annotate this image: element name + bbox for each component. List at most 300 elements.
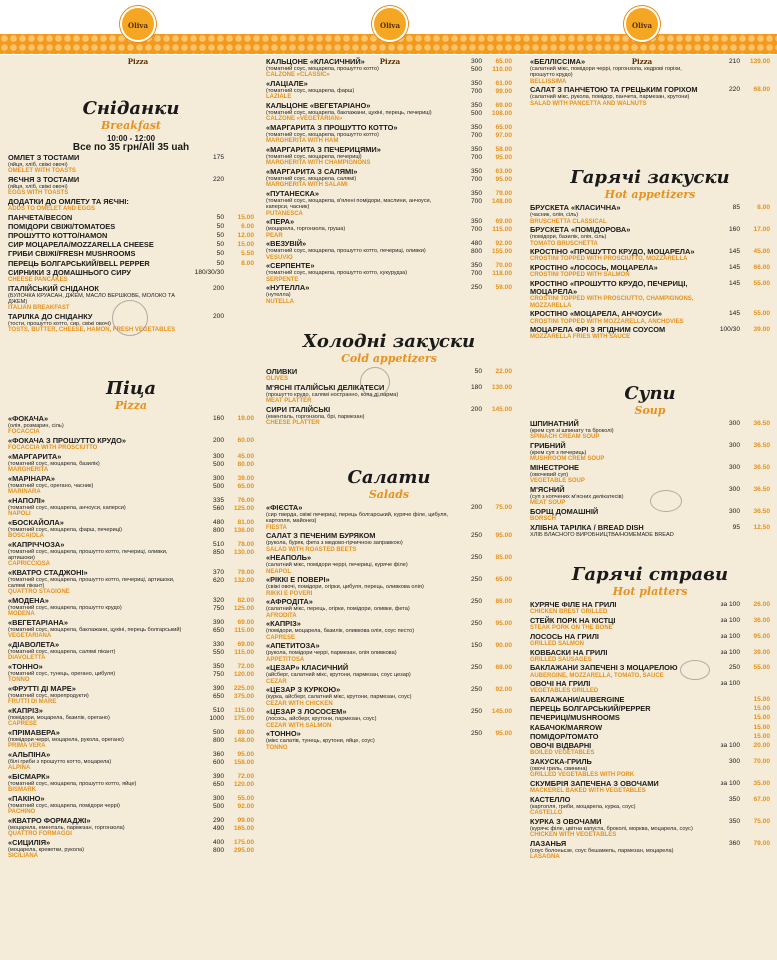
item-price: 15.00 — [753, 714, 770, 722]
item-price: 55.00 — [753, 664, 770, 672]
item-weight: 350 700 — [470, 146, 482, 162]
item-name: КАСТЕЛЛО — [530, 794, 571, 804]
item-name: «АЛЬПІНА» — [8, 750, 51, 760]
item-weight: 50 — [216, 250, 224, 258]
item-description: (овочі гриль, свинина) — [530, 765, 588, 772]
item-weight: 160 — [728, 226, 740, 234]
item-weight: 50 — [216, 213, 224, 221]
item-description: (сир тверда, свіжі печериці, перець болгарський, куряче філе, цибуля, картопля, майонез) — [266, 512, 449, 525]
item-price: 67.00 — [753, 795, 770, 803]
item-english: ALPINA — [8, 765, 31, 772]
logo-center — [372, 6, 408, 66]
item-description: (прошутто крудо, салямі ностранно, копа ді парма) — [266, 392, 399, 399]
item-english: MODENA — [8, 611, 35, 618]
item-description: (салатний мікс, помідори черрі, печериці, куряче філе) — [266, 562, 408, 569]
item-description: (томатний соус, моцарела, прошутто котто, печериці, оливки, артишоки) — [8, 548, 168, 562]
menu-item — [530, 204, 770, 225]
item-weight: 95 — [732, 523, 740, 531]
item-name: «СЕРПЕНТЕ» — [266, 261, 315, 271]
item-weight: 300 — [728, 441, 740, 449]
item-english: SICILIANA — [8, 853, 38, 860]
item-name: «СИЦИЛІЯ» — [8, 838, 51, 848]
item-description: (ементаль, горгонзола, брі, пармезан) — [266, 414, 365, 421]
menu-item — [530, 601, 770, 616]
item-name: ПОМІДОР/TOMATO — [530, 731, 599, 741]
item-description: (свіжі овочі, помідори, огірки, цибуля, перець, оливкова олія) — [266, 584, 424, 591]
item-english: BRUSCHETTA CLASSICAL — [530, 218, 607, 225]
item-name: М'ЯСНІ ІТАЛІЙСЬКІ ДЕЛІКАТЕСИ — [266, 383, 385, 392]
item-price: 55.00 — [753, 310, 770, 318]
item-description: (курячє філе, цвітна капуста, броколі, морква, моцарела, соус) — [530, 825, 693, 832]
item-english: NAPOLI — [8, 511, 31, 518]
item-english: CEZAR — [266, 678, 287, 685]
item-description: (моцарела, креветки, рукола) — [8, 847, 84, 854]
item-weight: 370 620 — [212, 568, 224, 585]
item-name: ПАНЧЕТА/BECON — [8, 212, 73, 222]
item-name: БОРЩ ДОМАШНІЙ — [530, 506, 599, 516]
item-price: 60.00 — [237, 436, 254, 444]
item-english: TONNO — [8, 677, 30, 684]
item-english: AUBERGINE, MOZZARELLA, TOMATO, SAUCE — [530, 672, 664, 679]
item-price: 65.00 — [495, 576, 512, 584]
item-english: SALAD WITH ROASTED BEETS — [266, 546, 357, 553]
item-price: 72.00 120.00 — [233, 773, 254, 789]
item-name: ОЛИВКИ — [266, 367, 298, 377]
item-price: 68.00 — [753, 86, 770, 94]
item-english: OMELET WITH TOASTS — [8, 168, 76, 175]
item-english: CHEESE PLATTER — [266, 420, 320, 427]
item-english: TOMATO BRUSCHETTA — [530, 240, 598, 247]
item-description: (моцарела, ементаль, пармезан, горгонзола) — [8, 825, 125, 832]
item-name: «НЕАПОЛЬ» — [266, 553, 312, 563]
item-english: MARINARA — [8, 489, 41, 496]
item-name: БАКЛАЖАНИ/AUBERGINE — [530, 694, 625, 704]
menu-item — [8, 176, 254, 197]
item-description: (білі гриби з прошутто котто, моцарела) — [8, 759, 112, 766]
menu-item — [8, 685, 254, 706]
item-name: «ПЕРА» — [266, 217, 295, 227]
item-price: 79.00 148.00 — [491, 190, 512, 206]
item-description: ХЛІБ ВЛАСНОГО ВИРОБНИЦТВА/HOMEMADE BREAD — [530, 531, 674, 538]
item-weight: 200 — [212, 312, 224, 320]
item-name: КУРКА З ОВОЧАМИ — [530, 816, 602, 826]
pizza-subtitle: Pizza — [114, 398, 148, 412]
item-weight: 300 500 — [212, 452, 224, 468]
item-price: 81.00 136.00 — [233, 518, 254, 534]
item-price: 95.00 — [753, 632, 770, 640]
item-price: 36.50 — [753, 507, 770, 515]
item-weight: 300 500 — [212, 795, 224, 811]
item-name: САЛАТ З ПЕЧЕНИМ БУРЯКОМ — [266, 531, 376, 541]
item-description: (томатний соус, моцарела, прошутто котто, печериці, оливки) — [266, 248, 426, 255]
item-weight: 145 — [728, 310, 740, 318]
menu-item — [266, 124, 512, 145]
item-english: NUTELLA — [266, 298, 294, 305]
item-english: CAPRESE — [8, 721, 38, 728]
item-english: BOILED VEGETABLES — [530, 750, 595, 757]
menu-item — [8, 260, 254, 268]
item-name: ПРОШУТТО КОТТО/HAMON — [8, 231, 108, 241]
hot-app-list — [530, 204, 770, 341]
calzone-list — [266, 58, 512, 305]
item-name: «БІСМАРК» — [8, 772, 50, 782]
item-name: КРОСТІНО «МОЦАРЕЛА, АНЧОУСИ» — [530, 309, 662, 319]
item-weight: 200 — [212, 284, 224, 292]
item-name: ПЕРЕЦЬ БОЛГАРСЬКИЙ/BELL PEPPER — [8, 258, 150, 268]
item-description: (томатний соус, моцарела, прошутто крудо) — [8, 605, 122, 612]
item-price: 225.00 375.00 — [233, 685, 254, 701]
menu-item — [8, 250, 254, 258]
item-weight: за 100 — [720, 632, 740, 640]
item-name: ОВОЧІ НА ГРИЛІ — [530, 679, 591, 689]
item-weight: 510 850 — [212, 540, 224, 556]
item-price: 66.00 — [753, 264, 770, 271]
menu-item — [530, 617, 770, 632]
menu-item — [530, 442, 770, 463]
menu-item — [530, 733, 770, 741]
menu-item — [8, 214, 254, 222]
item-english: CROSTINI TOPPED WITH PROSCIUTTO, CHAMPIGNONS, MOZZARELLA — [530, 296, 694, 309]
menu-item — [266, 80, 512, 101]
menu-item — [8, 773, 254, 794]
item-name: КАЛЬЦОНЕ «КЛАСИЧНИЙ» — [266, 57, 365, 66]
menu-item — [8, 729, 254, 750]
item-english: MARGHERITA WITH SALAMI — [266, 182, 348, 189]
item-weight: 390 650 — [212, 619, 224, 635]
item-price: 20.00 — [753, 741, 770, 749]
column-1 — [8, 58, 254, 861]
item-english: CALZONE «CLASSIC» — [266, 72, 330, 79]
menu-item — [530, 714, 770, 722]
item-weight: 250 — [470, 730, 482, 738]
item-english: CROSTINI TOPPED WITH MOZZARELLA, ANCHOVIES — [530, 318, 684, 325]
item-weight: 175 — [212, 153, 224, 161]
menu-item — [530, 58, 770, 85]
item-weight: за 100 — [720, 680, 740, 688]
item-price: 45.00 — [753, 248, 770, 256]
menu-item — [8, 437, 254, 452]
menu-item — [530, 724, 770, 732]
item-weight: за 100 — [720, 779, 740, 787]
item-english: STEAK PORK ON THE BONE — [530, 625, 613, 632]
logo-text: Oliva Pizza — [631, 21, 653, 66]
hot-subtitle: Hot platters — [612, 585, 688, 599]
item-weight: 290 490 — [212, 817, 224, 833]
item-weight: за 100 — [720, 616, 740, 624]
item-name: «ПАКІНО» — [8, 794, 45, 804]
menu-item — [530, 796, 770, 817]
item-name: «БОСКАЙОЛА» — [8, 517, 64, 527]
item-name: «МАРГАРИТА З САЛЯМІ» — [266, 167, 358, 176]
item-name: СКУМБРІЯ ЗАПЕЧЕНА З ОВОЧАМИ — [530, 778, 659, 788]
item-price: 82.00 125.00 — [233, 597, 254, 613]
breakfast-subtitle: Breakfast — [101, 119, 161, 132]
item-name: БРУСКЕТА «КЛАСИЧНА» — [530, 203, 621, 213]
item-description: (салатний мікс, помідори черрі, горгонзола, кедрові горіхи, прошутто крудо) — [530, 66, 682, 79]
item-name: КАЛЬЦОНЕ «ВЕГЕТАРІАНО» — [266, 101, 371, 110]
item-weight: 300 — [728, 507, 740, 515]
item-english: MEAT PLATTER — [266, 398, 312, 405]
soup-subtitle: Soup — [634, 403, 666, 417]
item-weight: 250 — [470, 532, 482, 540]
menu-item — [530, 705, 770, 713]
item-price: 61.00 99.00 — [495, 80, 512, 96]
item-weight: 160 — [212, 414, 224, 422]
item-english: MEAT SOUP — [530, 500, 566, 507]
salads-title: Салати — [347, 467, 431, 488]
item-english: SALAD WITH PANCETTA AND WALNUTS — [530, 100, 647, 107]
item-price: 92.00 — [495, 686, 512, 694]
item-weight: за 100 — [720, 648, 740, 656]
item-name: ОМЛЕТ З ТОСТАМИ — [8, 152, 80, 162]
item-description: (рукола, буряк, фета з медово-гірчичною заправкою) — [266, 540, 403, 547]
item-price: 15.00 — [237, 213, 254, 221]
item-english: CAPRICCIOSA — [8, 561, 51, 568]
item-english: BELLISSIMA — [530, 78, 567, 85]
item-description: (томатний соус, моцарела, прошутто котто) — [266, 66, 379, 73]
item-name: «БЕЛЛІССІМА» — [530, 57, 586, 66]
menu-item — [530, 758, 770, 779]
menu-item — [8, 453, 254, 474]
item-english: CEZAR WITH CHICKEN — [266, 700, 333, 707]
column-2 — [266, 58, 512, 752]
menu-item — [8, 641, 254, 662]
item-name: ЛАЗАНЬЯ — [530, 838, 567, 848]
item-price: 39.00 — [753, 648, 770, 656]
item-name: «КАПРІЗ» — [8, 706, 43, 716]
item-weight: 300 500 — [212, 474, 224, 490]
menu-item — [8, 795, 254, 816]
salads-cont-list — [530, 58, 770, 107]
item-name: «КВАТРО ФОРМАДЖІ» — [8, 816, 91, 826]
item-name: «ТОННО» — [266, 729, 301, 739]
item-name: ПЕРЕЦЬ БОЛГАРСЬКИЙ/PEPPER — [530, 704, 651, 714]
menu-item — [8, 497, 254, 518]
item-english: QUATTRO FORMAGGI — [8, 831, 72, 838]
item-price: 36.50 — [753, 463, 770, 471]
item-description: (суп з копчених м'ясних делікатесів) — [530, 494, 624, 501]
item-name: ОВОЧІ ВІДВАРНІ — [530, 740, 592, 750]
item-description: (томатний соус, моцарела, прошутто котто) — [266, 132, 379, 139]
item-weight: 390 650 — [212, 773, 224, 789]
menu-item — [266, 686, 512, 707]
item-price: 145.00 — [491, 708, 512, 716]
item-english: MARGHERITA WITH HAM — [266, 138, 339, 145]
item-name: КУРЯЧЕ ФІЛЕ НА ГРИЛІ — [530, 600, 617, 610]
hot-title: Гарячі страви — [571, 564, 729, 586]
menu-item — [266, 532, 512, 553]
item-description: (яйця, хліб, свіжі овочі) — [8, 162, 68, 169]
item-name: ДОДАТКИ ДО ОМЛЕТУ ТА ЯЄЧНІ: — [8, 196, 129, 206]
item-english: FRUTTI DI MARE — [8, 699, 57, 706]
item-price: 89.00 148.00 — [233, 729, 254, 745]
menu-item — [530, 633, 770, 648]
item-description: (томатний соус, моцарела, салямі пікант) — [8, 649, 116, 656]
item-description: (часник, олія, сіль) — [530, 212, 579, 219]
menu-item — [530, 780, 770, 795]
menu-item — [8, 663, 254, 684]
menu-item — [530, 280, 770, 310]
item-price: 115.00 175.00 — [233, 707, 254, 723]
item-name: ШПИНАТНИЙ — [530, 418, 579, 428]
item-name: «МАРГАРИТА З ПЕЧЕРИЦЯМИ» — [266, 145, 381, 154]
menu-item — [266, 190, 512, 217]
menu-item — [266, 168, 512, 189]
item-description: (рукола, помідори черрі, пармезан, олія оливкова) — [266, 650, 397, 657]
menu-item — [266, 576, 512, 597]
item-name: КАБАЧОК/MARROW — [530, 722, 603, 732]
item-name: ПЕЧЕРИЦІ/MUSHROOMS — [530, 713, 620, 723]
item-weight: 250 — [470, 708, 482, 716]
item-weight: 350 700 — [470, 262, 482, 278]
item-description: (томатний соус, моцарела, базилік) — [8, 460, 100, 467]
item-name: БАКЛАЖАНИ ЗАПЕЧЕНІ З МОЦАРЕЛОЮ — [530, 663, 678, 673]
item-name: КРОСТІНО «ПРОШУТТО КРУДО, МОЦАРЕЛА» — [530, 247, 695, 257]
menu-item — [530, 264, 770, 279]
menu-item — [266, 730, 512, 751]
item-weight: 320 750 — [212, 597, 224, 613]
menu-item — [266, 598, 512, 619]
item-price: 55.00 — [753, 279, 770, 287]
item-weight: 330 550 — [212, 641, 224, 657]
item-name: «ЦЕЗАР» КЛАСИЧНИЙ — [266, 663, 349, 673]
item-price: 6.00 — [241, 222, 254, 230]
item-name: ГРИБНИЙ — [530, 440, 566, 450]
item-description: (салатний мікс, рукола, помідор, панчета, пармезан, крутони) — [530, 94, 690, 101]
item-price: 65.00 97.00 — [495, 124, 512, 140]
salads-subtitle: Salads — [368, 488, 410, 501]
item-description: (томатний соус, моцарела, салямі) — [266, 176, 357, 183]
item-description: (курка, айсберг, салатний мікс, крутони, пармезан, соус) — [266, 694, 412, 701]
item-english: VEGETABLES GRILLED — [530, 688, 599, 695]
item-weight: 480 800 — [470, 240, 482, 256]
item-price: 36.50 — [753, 419, 770, 427]
item-name: «ЦЕЗАР З КУРКОЮ» — [266, 685, 341, 695]
breakfast-price-line: Все по 35 грн/All 35 uah — [72, 142, 190, 154]
menu-item — [530, 649, 770, 664]
menu-item — [8, 541, 254, 568]
soup-list — [530, 420, 770, 538]
item-english: PUTANESCA — [266, 210, 303, 217]
item-description: (овочевий суп) — [530, 472, 569, 479]
item-price: 75.00 — [495, 504, 512, 511]
item-english: RIKKI E POVERI — [266, 590, 313, 597]
item-name: ХЛІБНА ТАРІЛКА / BREAD DISH — [530, 522, 644, 532]
item-description: (томатний соус, моцарела, фарш) — [266, 88, 355, 95]
item-description: (БУЛОЧКА КРУАСАН, ДЖЕМ, МАСЛО ВЕРШКОВЕ, МОЛОКО ТА ДЖЕМ) — [8, 292, 176, 306]
item-description: (олія, розмарин, сіль) — [8, 423, 64, 430]
hot-app-title: Гарячі закуски — [570, 167, 730, 189]
item-english: GRILLED VEGETABLES WITH PORK — [530, 772, 635, 779]
item-english: CROSTINI TOPPED WITH SALMON — [530, 272, 630, 279]
item-english: DIAVOLETTA — [8, 655, 46, 662]
item-price: 15.00 — [753, 705, 770, 713]
menu-item — [8, 839, 254, 860]
column-3 — [530, 58, 770, 862]
menu-item — [266, 284, 512, 305]
item-weight: 50 — [474, 368, 482, 376]
item-english: OLIVES — [266, 376, 289, 383]
item-english: FOCACCIA — [8, 429, 40, 436]
item-english: CEZAR WITH SALMON — [266, 722, 332, 729]
menu-item — [530, 310, 770, 325]
menu-item — [530, 508, 770, 523]
item-weight: 350 700 — [470, 124, 482, 140]
item-english: LASAGNA — [530, 853, 560, 860]
item-name: КРОСТІНО «ЛОСОСЬ, МОЦАРЕЛА» — [530, 263, 658, 272]
item-weight: 145 — [728, 279, 740, 287]
logo-left — [120, 6, 156, 66]
item-name: ПОМІДОРИ СВІЖІ/TOMATOES — [8, 221, 116, 231]
menu-item — [8, 619, 254, 640]
item-english: EGGS WITH TOASTS — [8, 190, 69, 197]
item-price: 175.00 295.00 — [233, 839, 254, 855]
logo-right — [624, 6, 660, 66]
logo-text: Oliva Pizza — [127, 21, 149, 66]
item-description: (мікс салатів, тунець, крутони, яйце, соус) — [266, 738, 375, 745]
item-description: (айсберг, салатний мікс, крутони, пармезан, соус цезар) — [266, 672, 411, 679]
menu-item — [266, 642, 512, 663]
item-price: 69.00 108.00 — [491, 102, 512, 118]
menu-item — [266, 664, 512, 685]
item-name: «НУТЕЛЛА» — [266, 283, 310, 293]
item-name: «МОДЕНА» — [8, 596, 49, 606]
item-english: PACHINO — [8, 809, 36, 816]
item-english: CHEESE PANCAKES — [8, 277, 68, 284]
item-weight: 250 — [470, 554, 482, 562]
item-name: «КАПРІЧЧОЗА» — [8, 539, 65, 549]
menu-item — [8, 597, 254, 618]
item-name: «ФІЄСТА» — [266, 503, 303, 512]
item-english: VEGETARIANA — [8, 633, 52, 640]
item-weight: 250 — [470, 686, 482, 694]
item-weight: 350 500 — [470, 102, 482, 118]
item-price: 12.00 — [237, 232, 254, 240]
item-weight: 50 — [216, 241, 224, 249]
item-english: SPINACH CREAM SOUP — [530, 434, 600, 441]
item-price: 139.00 — [749, 58, 770, 65]
item-english: APPETITOSA — [266, 656, 305, 663]
item-price: 92.00 155.00 — [491, 240, 512, 256]
item-name: «МАРГАРИТА» — [8, 451, 62, 461]
item-description: (томатний соус, моцарела, помідори черрі) — [8, 803, 120, 810]
item-name: ГРИБИ СВІЖІ/FRESH MUSHROOMS — [8, 249, 136, 259]
item-weight: 200 — [470, 504, 482, 511]
item-name: «ВЕЗУВІЙ» — [266, 239, 307, 249]
item-price: 22.00 — [495, 368, 512, 376]
item-description: (томатний соус, моцарела, прошутто котто, кукурудза) — [266, 270, 408, 277]
item-description: (томатний соус, моцарела, в'ялені помідори, маслини, анчоуси, каперси, часник) — [266, 198, 432, 211]
item-name: ЯЄЧНЯ З ТОСТАМИ — [8, 174, 80, 184]
pizza-title: Піца — [106, 377, 156, 399]
item-weight: 50 — [216, 259, 224, 267]
item-english: QUATTRO STAGIONE — [8, 589, 70, 596]
menu-item — [8, 241, 254, 249]
item-price: 69.00 115.00 — [492, 218, 512, 234]
bowl-illustration — [112, 300, 148, 336]
item-price: 65.00 110.00 — [492, 58, 512, 74]
breakfast-hours: 10:00 - 12:00 — [106, 134, 156, 143]
menu-item — [266, 620, 512, 641]
item-weight: 50 — [216, 232, 224, 240]
item-weight: 210 — [728, 58, 740, 65]
item-price: 35.00 — [753, 779, 770, 787]
item-weight: 200 — [212, 436, 224, 444]
item-price: 39.00 65.00 — [237, 474, 254, 490]
item-name: СИР МОЦАРЕЛА/MOZZARELLA CHEESE — [8, 240, 154, 250]
item-weight: 180/30/30 — [194, 268, 224, 276]
item-description: (помідори, моцарела, базилік, орегано) — [8, 715, 110, 722]
